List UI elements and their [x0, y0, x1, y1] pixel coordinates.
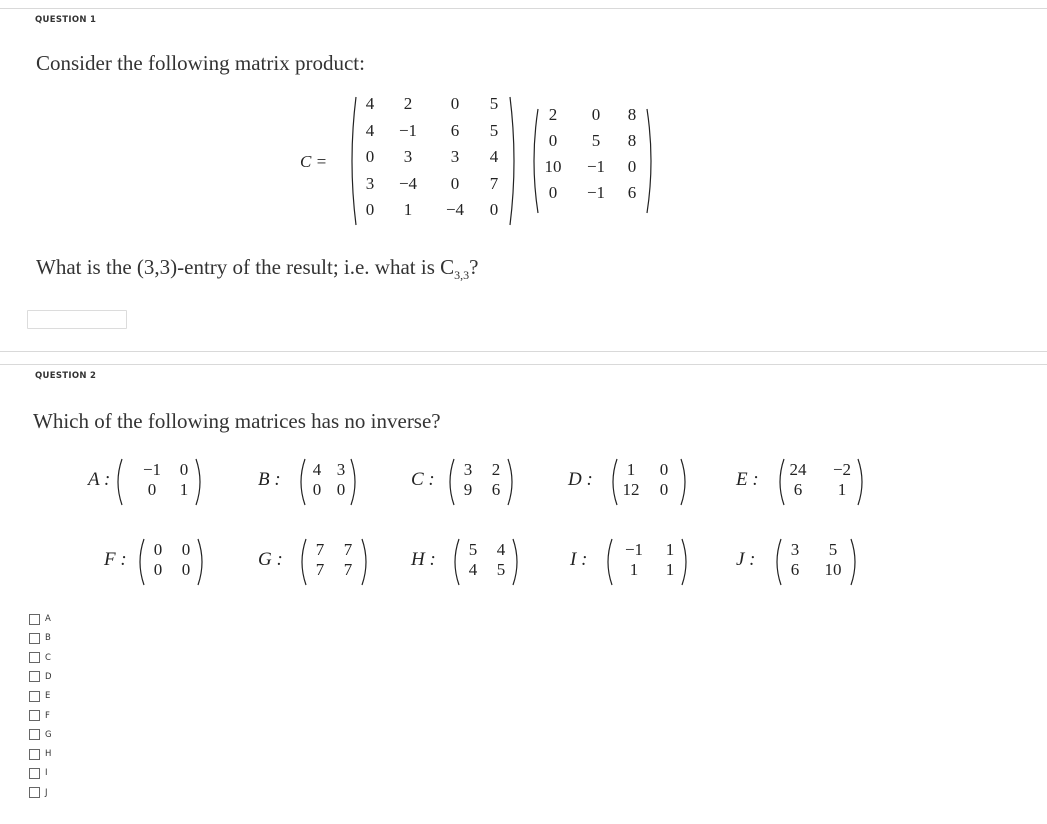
matrix-a-cell: 0	[365, 200, 375, 219]
matrix-b-cell: 5	[591, 131, 601, 150]
choice-matrix-cell: 1	[626, 460, 636, 479]
choice-matrix-cell: 0	[659, 480, 669, 499]
choice-matrix-cell: 6	[793, 480, 803, 499]
matrix-a-cell: 3	[403, 147, 413, 166]
matrix-b-cell: 8	[627, 105, 637, 124]
question-1-text-end: ?	[469, 255, 479, 279]
matrix-label: H :	[411, 549, 436, 570]
option-checkbox[interactable]	[29, 710, 40, 721]
option-checkbox[interactable]	[29, 652, 40, 663]
choice-matrix-cell: 7	[343, 540, 353, 559]
matrix-b-cell: −1	[586, 157, 606, 176]
option-e[interactable]	[29, 687, 50, 705]
matrix-a-cell: 4	[365, 94, 375, 113]
matrix-a-cell: 5	[489, 94, 499, 113]
choice-matrix-cell: 0	[336, 480, 346, 499]
matrix-a-cell: −4	[445, 200, 465, 219]
matrix-a-cell: 5	[489, 120, 499, 140]
choice-matrix-cell: 2	[491, 460, 501, 479]
matrix-b-cell: 0	[591, 105, 601, 124]
question-divider-1	[0, 351, 1047, 352]
option-label: J	[45, 787, 48, 798]
matrix-a-cell: 3	[450, 147, 460, 166]
choice-matrix-left-paren	[118, 459, 122, 505]
choice-matrix-cell: 5	[496, 560, 506, 579]
choice-matrix-cell: 7	[343, 560, 353, 579]
question-1-text-main: What is the (3,3)-entry of the result; i.e. what is C	[36, 255, 455, 279]
matrix-a-cell: −4	[398, 173, 418, 193]
matrix-label: B :	[258, 469, 281, 490]
matrix-a-cell: 0	[365, 147, 375, 166]
choice-matrix-cell: 0	[181, 540, 191, 559]
matrix-a-cell: 6	[450, 120, 460, 140]
choice-matrix-left-paren	[608, 539, 612, 585]
choice-matrix-cell: 0	[181, 560, 191, 579]
matrix-a-cell: 4	[365, 120, 375, 140]
choice-matrix-cell: 3	[790, 540, 800, 559]
choice-matrix	[136, 538, 206, 586]
answer-input[interactable]	[27, 310, 127, 329]
matrix-label: A :	[88, 469, 111, 490]
matrix-b-cell: 6	[627, 183, 637, 202]
choice-matrix-cell: 0	[179, 460, 189, 479]
question-2-heading: QUESTION 2	[35, 371, 97, 381]
choice-matrix-cell: 0	[153, 560, 163, 579]
choice-matrix-cell: 0	[659, 460, 669, 479]
option-checkbox[interactable]	[29, 691, 40, 702]
option-label: I	[45, 768, 48, 779]
choice-matrix-cell: 5	[468, 540, 478, 559]
option-f[interactable]	[29, 707, 50, 725]
choice-matrix	[773, 538, 859, 586]
matrix-b-cell: 0	[548, 183, 558, 202]
option-checkbox[interactable]	[29, 671, 40, 682]
choice-matrix-cell: −1	[624, 540, 644, 559]
option-i[interactable]	[29, 764, 48, 782]
option-label: F	[45, 710, 50, 721]
question-1-text-sub: 3,3	[454, 268, 470, 283]
question-1-heading: QUESTION 1	[35, 15, 97, 25]
choice-matrix-cell: 6	[491, 480, 501, 499]
matrix-label: E :	[736, 469, 759, 490]
matrix-b-cell: 2	[548, 105, 558, 124]
option-checkbox[interactable]	[29, 729, 40, 740]
option-g[interactable]	[29, 726, 52, 744]
option-label: A	[45, 614, 51, 624]
matrix-a-cell: 7	[489, 173, 499, 193]
matrix-b-cell: −1	[586, 183, 606, 202]
choice-matrix-cell: 24	[789, 460, 807, 479]
option-label: C	[45, 652, 51, 663]
matrix-a-cell: 2	[403, 94, 413, 113]
c-equals-label	[300, 152, 327, 172]
matrix-b-cell: 0	[548, 131, 558, 150]
choice-matrix-cell: 0	[153, 540, 163, 559]
choice-matrix-cell: 12	[622, 480, 640, 499]
choice-matrix	[114, 458, 204, 506]
choice-matrix	[451, 538, 521, 586]
option-checkbox[interactable]	[29, 787, 40, 798]
question-1-intro: Consider the following matrix product:	[36, 51, 365, 75]
matrix-b-cell: 0	[627, 157, 637, 176]
option-checkbox[interactable]	[29, 768, 40, 779]
option-checkbox[interactable]	[29, 633, 40, 644]
matrix-a-cell: 1	[403, 200, 413, 219]
choice-matrix-cell: 3	[336, 460, 346, 479]
matrix-a	[348, 96, 518, 226]
option-checkbox[interactable]	[29, 749, 40, 760]
matrix-label: D :	[568, 469, 593, 490]
choice-matrix-cell: 0	[147, 480, 157, 499]
matrix-a-cell: −1	[398, 120, 418, 140]
choice-matrix-cell: −1	[142, 460, 162, 479]
choice-matrix-cell: 1	[179, 480, 189, 499]
choice-matrix-cell: 1	[665, 560, 675, 579]
matrix-a-right-paren	[510, 97, 514, 225]
choice-matrix	[609, 458, 689, 506]
option-checkbox[interactable]	[29, 614, 40, 625]
matrix-label: C :	[411, 469, 435, 490]
matrix-b-right-paren	[647, 109, 651, 213]
option-j[interactable]	[29, 784, 48, 802]
choice-matrix-cell: −2	[832, 460, 852, 479]
matrix-b-cell: 8	[627, 131, 637, 150]
option-a[interactable]	[29, 610, 51, 628]
choice-matrix-cell: 5	[828, 540, 838, 559]
choice-matrix-right-paren	[851, 539, 855, 585]
choice-matrix-cell: 10	[824, 560, 842, 579]
choice-matrix-cell: 6	[790, 560, 800, 579]
choice-matrix-cell: 4	[468, 560, 478, 579]
option-b[interactable]	[29, 629, 51, 647]
matrix-b-cell: 10	[544, 157, 562, 176]
option-d[interactable]	[29, 668, 52, 686]
choice-matrix-cell: 1	[665, 540, 675, 559]
matrix-a-cell: 4	[489, 147, 499, 166]
c-equals-text: C =	[300, 152, 328, 171]
choice-matrix-cell: 3	[463, 460, 473, 479]
choice-matrix-cell: 9	[463, 480, 473, 499]
choice-matrix	[298, 538, 370, 586]
option-h[interactable]	[29, 745, 51, 763]
choice-matrix-cell: 1	[837, 480, 847, 499]
choice-matrix-cell: 0	[312, 480, 322, 499]
matrix-label: G :	[258, 549, 283, 570]
question-divider-2	[0, 364, 1047, 365]
option-label: G	[45, 729, 52, 740]
matrix-label: J :	[736, 549, 756, 570]
matrix-a-cell: 0	[450, 173, 460, 193]
matrix-a-cell: 0	[489, 200, 499, 219]
matrix-a-cell: 0	[450, 94, 460, 113]
choice-matrix	[297, 458, 359, 506]
option-label: H	[45, 749, 52, 760]
matrix-a-cell: 3	[365, 173, 375, 193]
option-c[interactable]	[29, 649, 51, 667]
choice-matrix-right-paren	[681, 459, 685, 505]
option-label: B	[45, 633, 51, 644]
question-2-prompt: Which of the following matrices has no inverse?	[33, 409, 441, 433]
top-divider	[0, 8, 1047, 9]
matrix-label: F :	[104, 549, 127, 570]
choice-matrix	[446, 458, 516, 506]
choice-matrix-right-paren	[858, 459, 862, 505]
choice-matrix-cell: 1	[629, 560, 639, 579]
option-label: D	[45, 671, 52, 682]
choice-matrix-cell: 4	[496, 540, 506, 559]
question-1-text	[36, 255, 478, 283]
choice-matrix	[604, 538, 690, 586]
choice-matrix-cell: 7	[315, 560, 325, 579]
choice-matrix	[776, 458, 866, 506]
matrix-b	[530, 105, 655, 214]
option-label: E	[45, 691, 51, 702]
choice-matrix-cell: 7	[315, 540, 325, 559]
choice-matrix-cell: 4	[312, 460, 322, 479]
matrix-label: I :	[570, 549, 588, 570]
